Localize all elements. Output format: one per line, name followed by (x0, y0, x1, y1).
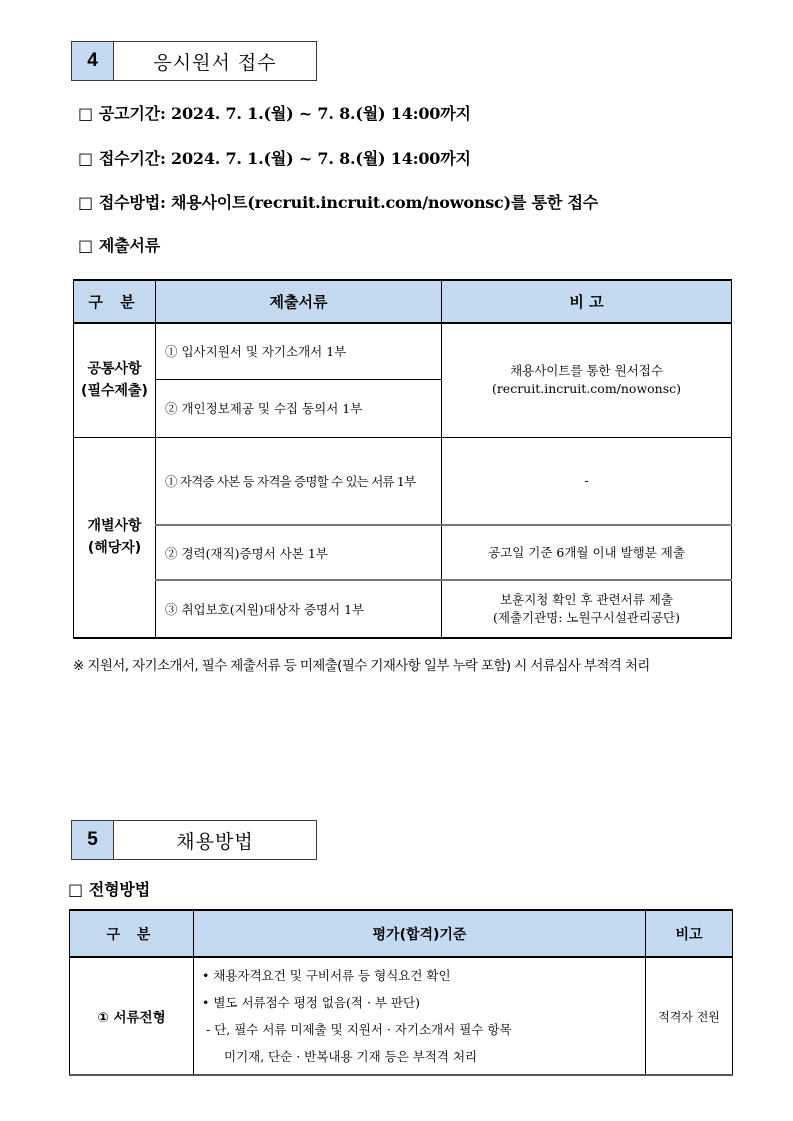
document-item: ① 자격증 사본 등 자격을 증명할 수 있는 서류 1부 (156, 437, 442, 525)
section-title: 응시원서 접수 (153, 51, 277, 74)
selection-method-table (69, 909, 733, 1076)
application-method-line: □ 접수방법: 채용사이트(recruit.incruit.com/nowonsc)를 통한 접수 (78, 193, 598, 212)
stage-document-screening: ① 서류전형 (70, 957, 194, 1075)
remark-cell: 공고일 기준 6개월 이내 발행분 제출 (442, 525, 732, 580)
category-common: 공통사항 (필수제출) (74, 323, 156, 437)
table-row (74, 323, 732, 379)
footnote: ※ 지원서, 자기소개서, 필수 제출서류 등 미제출(필수 기재사항 일부 누락 포함) 시 서류심사 부적격 처리 (73, 658, 650, 674)
section-5-header (71, 820, 317, 860)
notice-period-line: □ 공고기간: 2024. 7. 1.(월) ~ 7. 8.(월) 14:00까지 (78, 104, 471, 123)
category-individual: 개별사항 (해당자) (74, 437, 156, 638)
section-number: 4 (72, 42, 114, 80)
col-header-criteria: 평가(합격)기준 (194, 910, 646, 957)
table-row (74, 437, 732, 525)
criteria-cell: • 채용자격요건 및 구비서류 등 형식요건 확인 • 별도 서류점수 평정 없음(적 · 부 판단) - 단, 필수 서류 미제출 및 지원서 · 자기소개서 필수 항목 미기재, 단순 · 반복내용 기재 등은 부적격 처리 (194, 957, 646, 1075)
document-item: ① 입사지원서 및 자기소개서 1부 (156, 323, 442, 379)
table-row (74, 580, 732, 638)
application-period-line: □ 접수기간: 2024. 7. 1.(월) ~ 7. 8.(월) 14:00까지 (78, 149, 471, 168)
section-4-header (71, 41, 317, 81)
document-item: ② 개인정보제공 및 수집 동의서 1부 (156, 379, 442, 437)
col-header-remarks: 비고 (646, 910, 733, 957)
col-header-category: 구 분 (70, 910, 194, 957)
col-header-category: 구 분 (74, 280, 156, 323)
remark-cell: - (442, 437, 732, 525)
checkbox-square-icon: □ (78, 149, 93, 168)
checkbox-square-icon: □ (78, 193, 93, 212)
document-item: ③ 취업보호(지원)대상자 증명서 1부 (156, 580, 442, 638)
checkbox-square-icon: □ (68, 880, 83, 899)
required-documents-heading: □ 제출서류 (78, 236, 160, 255)
section-number: 5 (72, 821, 114, 859)
remark-cell: 보훈지청 확인 후 관련서류 제출 (제출기관명: 노원구시설관리공단) (442, 580, 732, 638)
remark-cell: 적격자 전원 (646, 957, 733, 1075)
col-header-documents: 제출서류 (156, 280, 442, 323)
checkbox-square-icon: □ (78, 236, 93, 255)
table-row (70, 957, 733, 1075)
document-item: ② 경력(재직)증명서 사본 1부 (156, 525, 442, 580)
section-title: 채용방법 (176, 830, 254, 853)
col-header-remarks: 비 고 (442, 280, 732, 323)
documents-table (73, 279, 732, 639)
table-row (74, 525, 732, 580)
checkbox-square-icon: □ (78, 104, 93, 123)
selection-method-heading: □ 전형방법 (68, 880, 150, 899)
remark-cell: 채용사이트를 통한 원서접수 (recruit.incruit.com/nowonsc) (442, 323, 732, 437)
